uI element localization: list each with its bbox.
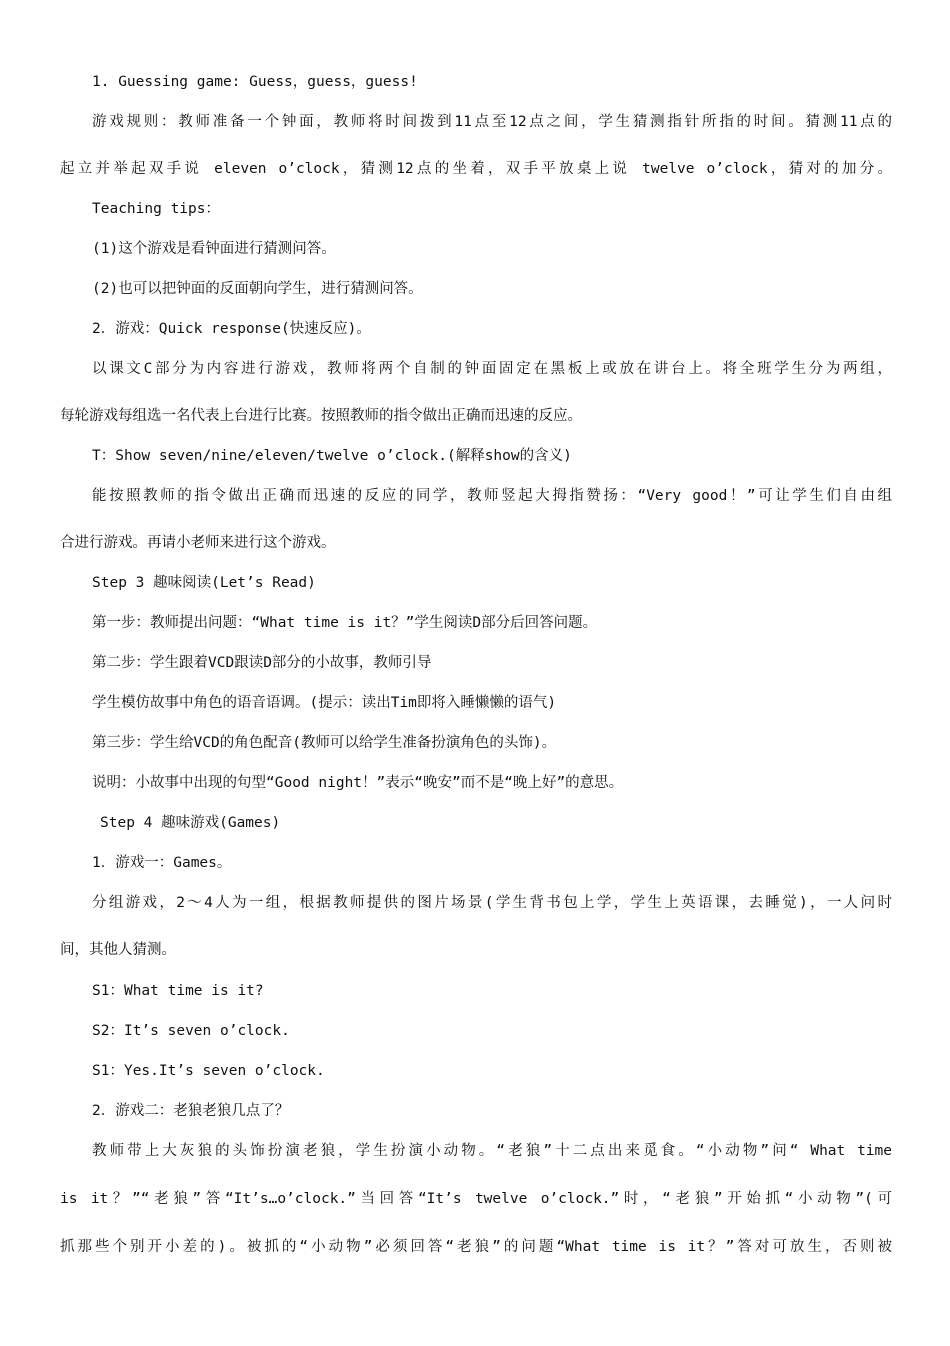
game2-heading: 2．游戏：Quick response(快速反应)。	[92, 321, 371, 337]
tip-2: (2)也可以把钟面的反面朝向学生，进行猜测问答。	[92, 281, 423, 297]
group-game-paragraph-line-1: 分组游戏，2～4人为一组，根据教师提供的图片场景(学生背书包上学，学生上英语课，去睡觉)，一人问时	[92, 895, 892, 911]
game2-paragraph-line-2: 每轮游戏每组选一名代表上台进行比赛。按照教师的指令做出正确而迅速的反应。	[60, 408, 582, 424]
teacher-instruction: T：Show seven/nine/eleven/twelve o’clock.(解释show的含义)	[92, 448, 572, 464]
praise-paragraph-line-1: 能按照教师的指令做出正确而迅速的反应的同学，教师竖起大拇指赞扬：“Very good！”可让学生们自由组	[92, 488, 892, 504]
dialogue-s1-question: S1：What time is it?	[92, 983, 264, 999]
game1-heading: 1. Guessing game: Guess，guess，guess!	[92, 74, 418, 90]
step3-note: 说明：小故事中出现的句型“Good night！”表示“晚安”而不是“晚上好”的意思。	[92, 775, 624, 791]
group-game-paragraph-line-2: 间，其他人猜测。	[60, 942, 176, 958]
step3-part2: 第二步：学生跟着VCD跟读D部分的小故事，教师引导	[92, 655, 432, 671]
game-two-heading: 2．游戏二：老狼老狼几点了？	[92, 1103, 290, 1119]
dialogue-s1-confirm: S1：Yes.It’s seven o’clock.	[92, 1063, 325, 1079]
wolf-game-paragraph-line-2: is it？”“老狼”答“It’s…o’clock.”当回答“It’s twelve o’clock.”时，“老狼”开始抓“小动物”(可	[60, 1191, 892, 1207]
wolf-game-paragraph-line-3: 抓那些个别开小差的)。被抓的“小动物”必须回答“老狼”的问题“What time is it？”答对可放生，否则被	[60, 1239, 892, 1255]
game-one-heading: 1．游戏一：Games。	[92, 855, 232, 871]
teaching-tips-heading: Teaching tips：	[92, 201, 220, 217]
dialogue-s2-answer: S2：It’s seven o’clock.	[92, 1023, 290, 1039]
game2-paragraph-line-1: 以课文C部分为内容进行游戏，教师将两个自制的钟面固定在黑板上或放在讲台上。将全班学生分为两组，	[92, 361, 892, 377]
step3-heading: Step 3 趣味阅读(Let’s Read)	[92, 575, 316, 591]
step4-heading: Step 4 趣味游戏(Games)	[100, 815, 281, 831]
step3-part3: 第三步：学生给VCD的角色配音(教师可以给学生准备扮演角色的头饰)。	[92, 735, 557, 751]
wolf-game-paragraph-line-1: 教师带上大灰狼的头饰扮演老狼，学生扮演小动物。“老狼”十二点出来觅食。“小动物”问“ What time	[92, 1143, 892, 1159]
step3-part2-continued: 学生模仿故事中角色的语音语调。(提示：读出Tim即将入睡懒懒的语气)	[92, 695, 557, 711]
praise-paragraph-line-2: 合进行游戏。再请小老师来进行这个游戏。	[60, 535, 336, 551]
tip-1: (1)这个游戏是看钟面进行猜测问答。	[92, 241, 336, 257]
step3-part1: 第一步：教师提出问题：“What time is it？”学生阅读D部分后回答问题。	[92, 615, 598, 631]
game-rules-paragraph-line-2: 起立并举起双手说 eleven o’clock，猜测12点的坐着，双手平放桌上说 twelve o’clock，猜对的加分。	[60, 161, 892, 177]
game-rules-paragraph-line-1: 游戏规则：教师准备一个钟面，教师将时间拨到11点至12点之间，学生猜测指针所指的时间。猜测11点的	[92, 114, 892, 130]
